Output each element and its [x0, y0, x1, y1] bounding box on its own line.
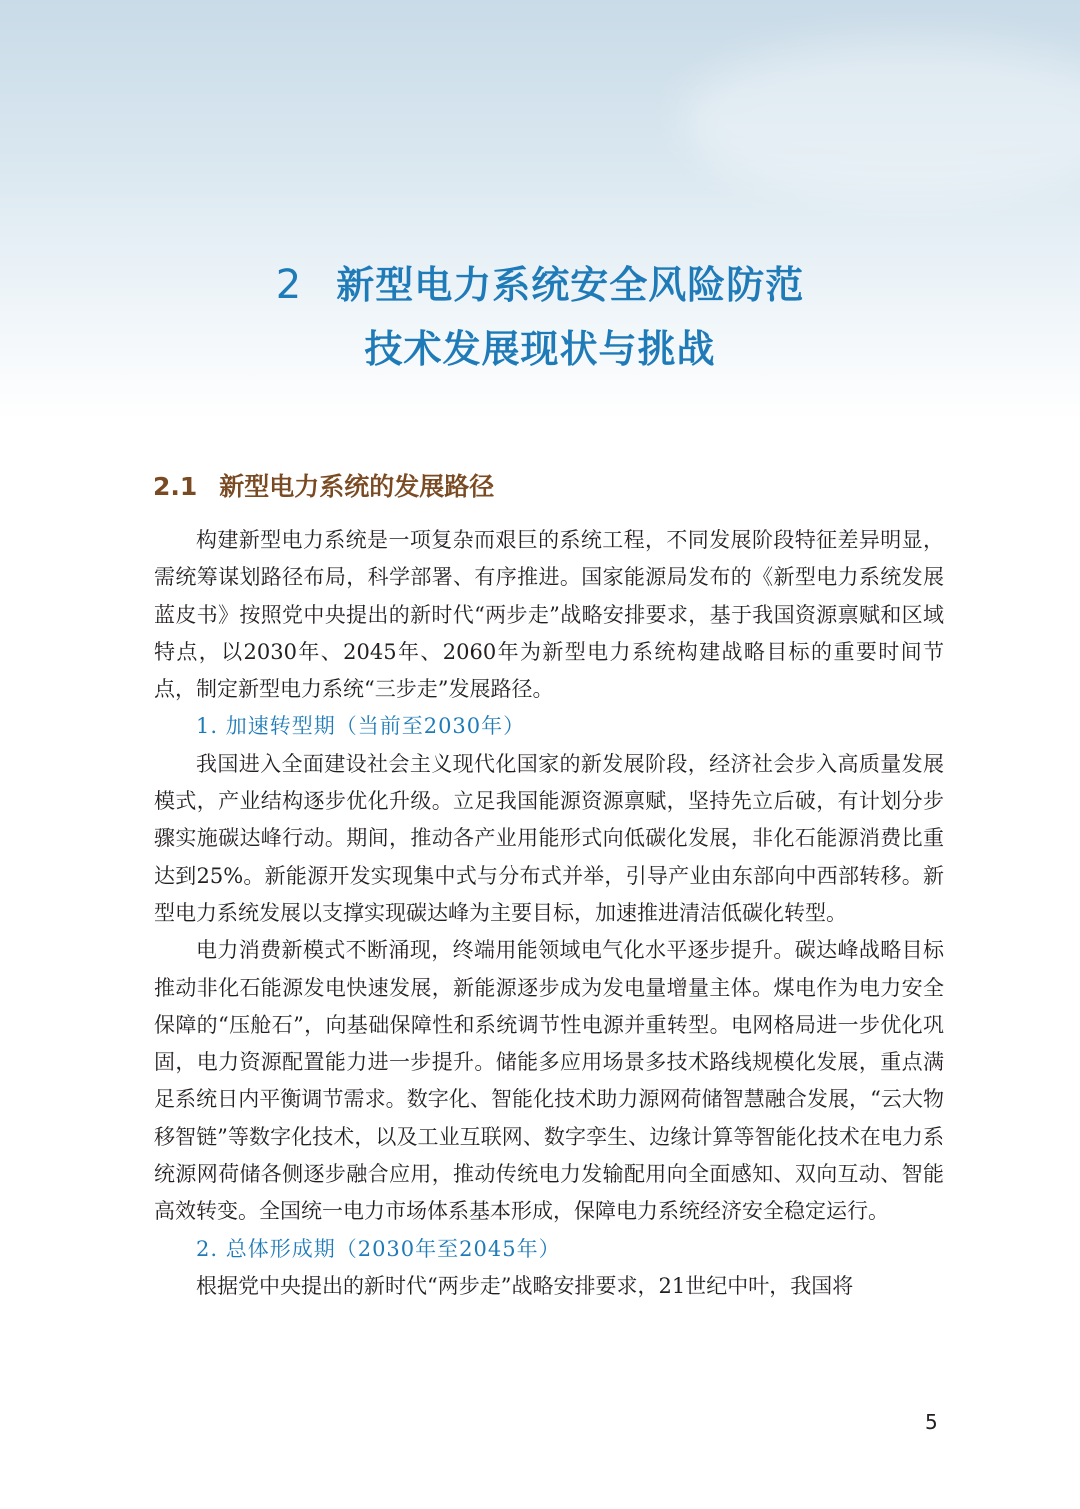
paragraph-formation-1: 根据党中央提出的新时代“两步走”战略安排要求，21世纪中叶，我国将 [196, 1273, 854, 1298]
paragraph-acceleration-2: 电力消费新模式不断涌现，终端用能领域电气化水平逐步提升。碳达峰战略目标推动非化石能源发电快速发展，新能源逐步成为发电量增量主体。煤电作为电力安全保障的“压舱石”，向基础保障性和系统调节性电源并重转型。电网格局进一步优化巩固，电力资源配置能力进一步提升。储能多应用场景多技术路线规模化发展，重点满足系统日内平衡调节需求。数字化、智能化技术助力源网荷储智慧融合发展，“云大物移智链”等数字化技术，以及工业互联网、数字孪生、边缘计算等智能化技术在电力系统源网荷储各侧逐步融合应用，推动传统电力发输配用向全面感知、双向互动、智能高效转变。全国统一电力市场体系基本形成，保障电力系统经济安全稳定运行。 [154, 938, 944, 1224]
page-number: 5 [925, 1410, 938, 1434]
chapter-title [0, 253, 1080, 381]
paragraph-acceleration-1: 我国进入全面建设社会主义现代化国家的新发展阶段，经济社会步入高质量发展模式，产业结构逐步优化升级。立足我国能源资源禀赋，坚持先立后破，有计划分步骤实施碳达峰行动。期间，推动各产业用能形式向低碳化发展，非化石能源消费比重达到25%。新能源开发实现集中式与分布式并举，引导产业由东部向中西部转移。新型电力系统发展以支撑实现碳达峰为主要目标，加速推进清洁低碳化转型。 [154, 751, 944, 925]
chapter-title-text-1: 新型电力系统安全风险防范 [336, 263, 805, 308]
subhead-formation-phase: 2. 总体形成期（2030年至2045年） [196, 1236, 561, 1261]
subhead-acceleration-phase: 1. 加速转型期（当前至2030年） [196, 714, 526, 739]
section-number: 2.1 [153, 471, 198, 501]
section-heading [153, 467, 494, 507]
paragraph-intro: 构建新型电力系统是一项复杂而艰巨的系统工程，不同发展阶段特征差异明显，需统筹谋划路径布局，科学部署、有序推进。国家能源局发布的《新型电力系统发展蓝皮书》按照党中央提出的新时代“两步走”战略安排要求，基于我国资源禀赋和区域特点，以2030年、2045年、2060年为新型电力系统构建战略目标的重要时间节点，制定新型电力系统“三步走”发展路径。 [154, 528, 944, 702]
chapter-number: 2 [275, 262, 303, 309]
chapter-title-line-1 [0, 253, 1080, 317]
section-title: 新型电力系统的发展路径 [219, 471, 495, 501]
chapter-title-line-2: 技术发展现状与挑战 [364, 327, 716, 372]
body-text [154, 522, 944, 1305]
